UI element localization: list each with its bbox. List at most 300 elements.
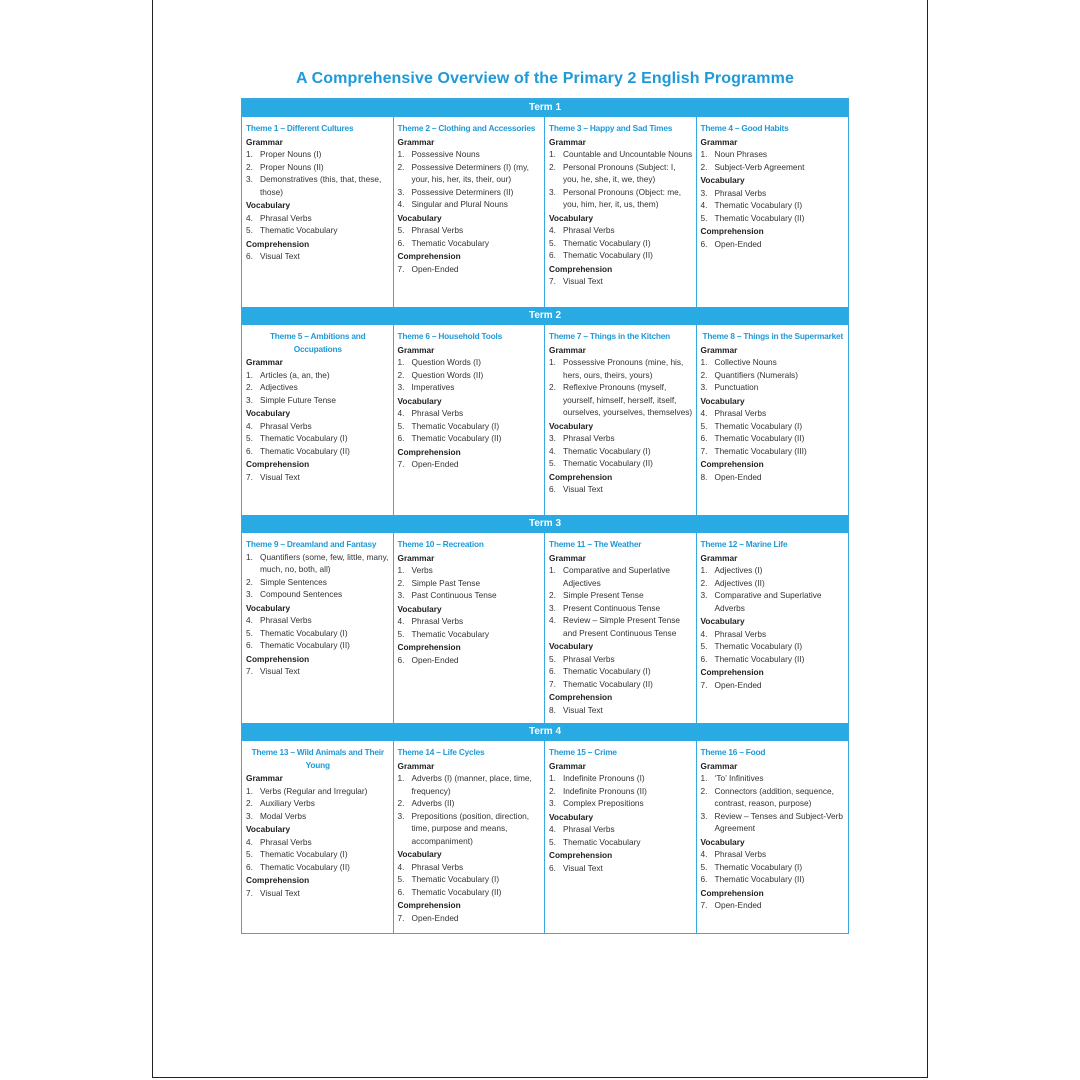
- topic-number: 5.: [397, 874, 405, 884]
- topic-item: [246, 551, 390, 576]
- topic-text: Prepositions (position, direction, time, purpose and means, accompaniment): [411, 810, 530, 846]
- topic-number: 3.: [700, 590, 708, 600]
- theme-title: Theme 10 – Recreation: [397, 539, 484, 549]
- topic-text: Connectors (addition, sequence, contrast, reason, purpose): [714, 785, 834, 808]
- topic-text: Open-Ended: [411, 912, 459, 923]
- topic-number: 3.: [549, 602, 556, 613]
- topic-number: 6.: [549, 250, 556, 260]
- topic-text: Thematic Vocabulary (II): [563, 250, 653, 260]
- section-heading: Vocabulary: [700, 836, 745, 847]
- topic-item: [549, 823, 693, 836]
- topic-item: [398, 407, 542, 420]
- topic-item: [246, 665, 390, 678]
- topic-item: [246, 576, 390, 589]
- term-row: [242, 117, 848, 307]
- topic-item: [549, 249, 693, 262]
- topic-text: Noun Phrases: [714, 149, 768, 159]
- topic-number: 3.: [397, 590, 405, 600]
- topic-number: 1.: [397, 773, 405, 783]
- section-heading: Vocabulary: [246, 408, 291, 418]
- theme-title: Theme 11 – The Weather: [549, 539, 642, 549]
- theme-cell: [394, 533, 546, 723]
- topic-number: 4.: [700, 200, 708, 210]
- section-heading: Comprehension: [246, 459, 310, 469]
- section-heading: Comprehension: [397, 900, 461, 910]
- topic-number: 4.: [549, 824, 556, 834]
- section-heading: Comprehension: [700, 887, 764, 898]
- section-heading: Vocabulary: [397, 212, 442, 223]
- section-heading: Comprehension: [246, 238, 310, 249]
- topic-number: 4.: [246, 420, 253, 431]
- topic-number: 3.: [246, 589, 253, 599]
- topic-number: 2.: [397, 369, 405, 380]
- topic-number: 5.: [549, 653, 556, 664]
- topic-number: 4.: [549, 225, 556, 235]
- section-heading: Grammar: [246, 773, 283, 783]
- topic-text: Phrasal Verbs: [411, 225, 464, 235]
- topic-number: 4.: [246, 836, 253, 847]
- topic-text: Open-Ended: [714, 238, 762, 249]
- topic-item: [246, 614, 390, 627]
- topic-item: [398, 797, 542, 810]
- topic-item: [398, 381, 542, 394]
- topic-item: [246, 250, 390, 263]
- topic-item: [398, 589, 542, 602]
- topic-text: ‘To’ Infinitives: [714, 773, 764, 783]
- theme-cell: [394, 741, 546, 933]
- topic-number: 3.: [700, 187, 708, 198]
- section-heading: Comprehension: [549, 850, 613, 860]
- topic-item: [701, 369, 846, 382]
- term-header: Term 3: [242, 515, 848, 533]
- topic-item: [398, 161, 542, 186]
- topic-item: [398, 654, 542, 667]
- topic-number: 1.: [246, 369, 253, 380]
- topic-text: Singular and Plural Nouns: [411, 199, 508, 209]
- topic-item: [246, 369, 390, 382]
- topic-item: [701, 238, 846, 251]
- topic-number: 3.: [549, 186, 556, 197]
- topic-text: Comparative and Superlative Adjectives: [563, 565, 670, 588]
- theme-title: Theme 6 – Household Tools: [397, 331, 503, 341]
- topic-item: [398, 224, 542, 237]
- topic-item: [549, 432, 693, 445]
- topic-text: Visual Text: [563, 704, 603, 715]
- topic-text: Adverbs (I) (manner, place, time, frequency): [411, 773, 532, 796]
- topic-text: Thematic Vocabulary (II): [563, 678, 653, 689]
- topic-text: Adjectives: [260, 382, 298, 392]
- theme-cell: [394, 117, 546, 307]
- section-heading: Comprehension: [700, 459, 764, 469]
- topic-item: [549, 186, 693, 211]
- topic-item: [701, 679, 846, 692]
- topic-text: Question Words (I): [411, 357, 481, 367]
- topic-number: 7.: [397, 459, 405, 469]
- theme-title: Theme 13 – Wild Animals and Their Young: [251, 747, 384, 770]
- section-heading: Comprehension: [549, 263, 613, 274]
- topic-text: Thematic Vocabulary: [260, 225, 338, 235]
- section-heading: Vocabulary: [397, 849, 442, 859]
- topic-text: Phrasal Verbs: [260, 615, 312, 625]
- topic-item: [398, 886, 542, 899]
- topic-item: [549, 356, 693, 381]
- topic-item: [246, 848, 390, 861]
- topic-item: [398, 628, 542, 641]
- topic-number: 5.: [246, 225, 253, 235]
- theme-cell: [545, 117, 697, 307]
- topic-text: Verbs: [411, 565, 433, 575]
- topic-number: 1.: [397, 565, 405, 575]
- topic-number: 5.: [397, 628, 405, 639]
- theme-cell: [545, 325, 697, 515]
- topic-text: Thematic Vocabulary (II): [411, 433, 502, 443]
- topic-item: [549, 785, 693, 798]
- topic-text: Open-Ended: [714, 900, 762, 910]
- topic-item: [549, 224, 693, 237]
- topic-item: [549, 665, 693, 678]
- topic-number: 8.: [700, 471, 708, 482]
- theme-title: Theme 4 – Good Habits: [700, 123, 789, 133]
- topic-number: 5.: [246, 433, 253, 443]
- topic-number: 2.: [549, 590, 556, 600]
- topic-text: Countable and Uncountable Nouns: [563, 149, 693, 159]
- topic-item: [701, 420, 846, 433]
- topic-text: Visual Text: [260, 666, 300, 676]
- topic-number: 7.: [397, 263, 405, 274]
- topic-item: [701, 861, 846, 874]
- topic-text: Phrasal Verbs: [563, 824, 615, 834]
- topic-text: Possessive Determiners (I) (my, your, his, her, its, their, our): [411, 161, 529, 184]
- topic-text: Phrasal Verbs: [714, 628, 767, 639]
- topic-text: Quantifiers (some, few, little, many, much, no, both, all): [260, 551, 389, 574]
- topic-number: 7.: [700, 900, 708, 910]
- topic-number: 2.: [246, 798, 253, 808]
- topic-number: 7.: [397, 912, 405, 923]
- topic-number: 2.: [246, 161, 253, 172]
- topic-item: [549, 678, 693, 691]
- topic-item: [246, 810, 390, 823]
- topic-text: Thematic Vocabulary: [411, 628, 489, 639]
- topic-item: [398, 432, 542, 445]
- section-heading: Comprehension: [397, 251, 461, 261]
- topic-text: Visual Text: [563, 484, 603, 494]
- topic-text: Phrasal Verbs: [260, 836, 312, 847]
- section-heading: Grammar: [700, 136, 738, 147]
- topic-text: Thematic Vocabulary (I): [714, 420, 803, 431]
- topic-text: Thematic Vocabulary (II): [260, 445, 350, 456]
- topic-item: [549, 653, 693, 666]
- topic-number: 1.: [246, 149, 253, 159]
- topic-number: 1.: [549, 773, 556, 783]
- topic-number: 4.: [700, 849, 708, 859]
- topic-item: [549, 148, 693, 161]
- topic-number: 7.: [549, 678, 556, 689]
- topic-number: 6.: [246, 640, 253, 650]
- topic-number: 3.: [549, 798, 556, 808]
- topic-number: 6.: [549, 666, 556, 676]
- section-heading: Grammar: [549, 136, 586, 147]
- topic-text: Phrasal Verbs: [714, 849, 767, 859]
- topic-number: 3.: [246, 174, 253, 184]
- topic-text: Thematic Vocabulary (II): [714, 653, 805, 664]
- topic-item: [549, 237, 693, 250]
- topic-item: [549, 483, 693, 496]
- topic-text: Reflexive Pronouns (myself, yourself, himself, herself, itself, ourselves, yourselves, themselves): [563, 382, 693, 417]
- topic-number: 4.: [397, 408, 405, 418]
- section-heading: Grammar: [397, 136, 435, 147]
- topic-number: 6.: [397, 433, 405, 443]
- topic-text: Thematic Vocabulary (II): [260, 640, 350, 650]
- topic-number: 4.: [246, 615, 253, 625]
- programme-overview-table: [241, 98, 849, 934]
- topic-number: 4.: [549, 615, 556, 625]
- topic-number: 4.: [397, 199, 405, 209]
- topic-text: Open-Ended: [714, 679, 762, 690]
- theme-cell: [697, 117, 849, 307]
- topic-text: Review – Tenses and Subject-Verb Agreement: [714, 810, 844, 833]
- topic-item: [398, 873, 542, 886]
- topic-item: [246, 639, 390, 652]
- topic-text: Open-Ended: [411, 654, 459, 665]
- topic-number: 2.: [700, 577, 708, 588]
- topic-text: Simple Present Tense: [563, 590, 644, 600]
- topic-number: 5.: [700, 420, 708, 431]
- topic-text: Thematic Vocabulary (I): [563, 237, 651, 248]
- topic-text: Open-Ended: [411, 263, 459, 274]
- section-heading: Grammar: [397, 344, 435, 355]
- topic-text: Thematic Vocabulary (II): [411, 886, 502, 897]
- section-heading: Grammar: [246, 136, 283, 147]
- topic-item: [398, 458, 542, 471]
- topic-item: [246, 224, 390, 237]
- section-heading: Grammar: [549, 760, 586, 771]
- topic-item: [246, 420, 390, 433]
- topic-number: 2.: [700, 161, 708, 172]
- section-heading: Comprehension: [700, 667, 764, 677]
- topic-number: 6.: [700, 238, 708, 249]
- topic-text: Auxiliary Verbs: [260, 798, 315, 808]
- topic-item: [246, 471, 390, 484]
- topic-item: [398, 148, 542, 161]
- topic-item: [398, 186, 542, 199]
- topic-number: 6.: [397, 886, 405, 897]
- topic-item: [398, 912, 542, 925]
- section-heading: Comprehension: [549, 692, 613, 702]
- topic-text: Phrasal Verbs: [563, 653, 615, 664]
- topic-number: 3.: [700, 382, 708, 392]
- topic-item: [246, 785, 390, 798]
- topic-text: Simple Sentences: [260, 576, 327, 587]
- topic-text: Thematic Vocabulary (I): [563, 666, 651, 676]
- topic-text: Visual Text: [563, 276, 603, 286]
- topic-text: Demonstratives (this, that, these, those): [260, 174, 382, 197]
- section-heading: Comprehension: [246, 653, 310, 664]
- topic-number: 7.: [246, 887, 253, 898]
- topic-number: 3.: [700, 810, 708, 821]
- section-heading: Grammar: [397, 760, 435, 771]
- topic-item: [701, 785, 846, 810]
- topic-number: 5.: [549, 836, 556, 847]
- topic-item: [549, 445, 693, 458]
- section-heading: Comprehension: [397, 446, 461, 457]
- section-heading: Comprehension: [700, 226, 764, 236]
- topic-item: [246, 836, 390, 849]
- topic-number: 3.: [397, 810, 405, 821]
- topic-text: Thematic Vocabulary: [411, 237, 489, 248]
- topic-number: 7.: [700, 679, 708, 690]
- topic-item: [701, 407, 846, 420]
- topic-item: [549, 797, 693, 810]
- topic-text: Modal Verbs: [260, 810, 307, 821]
- topic-number: 6.: [700, 653, 708, 664]
- term-header: Term 4: [242, 723, 848, 741]
- topic-item: [701, 772, 846, 785]
- topic-item: [246, 148, 390, 161]
- topic-text: Indefinite Pronouns (II): [563, 785, 647, 796]
- topic-text: Phrasal Verbs: [714, 408, 767, 418]
- topic-item: [701, 445, 846, 458]
- topic-item: [398, 564, 542, 577]
- page-title: A Comprehensive Overview of the Primary 2 English Programme: [296, 70, 794, 87]
- topic-text: Phrasal Verbs: [714, 187, 767, 198]
- topic-text: Adverbs (II): [411, 798, 455, 808]
- topic-item: [398, 861, 542, 874]
- theme-title: Theme 1 – Different Cultures: [246, 123, 354, 133]
- section-heading: Grammar: [246, 357, 283, 367]
- topic-item: [701, 589, 846, 614]
- topic-item: [549, 161, 693, 186]
- topic-text: Visual Text: [260, 471, 300, 482]
- topic-text: Simple Past Tense: [411, 577, 481, 588]
- topic-text: Comparative and Superlative Adverbs: [714, 590, 822, 613]
- topic-item: [398, 198, 542, 211]
- theme-title: Theme 9 – Dreamland and Fantasy: [246, 539, 377, 549]
- term-row: [242, 741, 848, 933]
- topic-number: 2.: [397, 577, 405, 588]
- topic-number: 1.: [246, 551, 253, 562]
- section-heading: Grammar: [700, 344, 738, 355]
- topic-text: Indefinite Pronouns (I): [563, 773, 645, 783]
- topic-item: [398, 356, 542, 369]
- topic-text: Adjectives (I): [714, 565, 763, 575]
- topic-text: Possessive Pronouns (mine, his, hers, ours, theirs, yours): [563, 357, 684, 380]
- topic-number: 7.: [246, 471, 253, 482]
- topic-number: 5.: [246, 849, 253, 859]
- section-heading: Vocabulary: [549, 420, 594, 431]
- topic-text: Possessive Determiners (II): [411, 186, 514, 197]
- topic-text: Thematic Vocabulary (I): [260, 849, 348, 859]
- topic-number: 1.: [700, 357, 708, 367]
- section-heading: Vocabulary: [397, 603, 442, 614]
- section-heading: Vocabulary: [700, 616, 745, 626]
- topic-item: [701, 432, 846, 445]
- theme-title: Theme 14 – Life Cycles: [397, 747, 485, 757]
- topic-number: 3.: [397, 186, 405, 197]
- topic-text: Open-Ended: [411, 459, 459, 469]
- topic-number: 2.: [549, 161, 556, 172]
- topic-number: 2.: [397, 161, 405, 172]
- topic-text: Thematic Vocabulary (I): [563, 445, 651, 456]
- theme-cell: [242, 325, 394, 515]
- topic-item: [701, 628, 846, 641]
- theme-cell: [394, 325, 546, 515]
- topic-number: 2.: [700, 785, 708, 796]
- topic-item: [701, 187, 846, 200]
- theme-cell: [697, 533, 849, 723]
- section-heading: Vocabulary: [397, 395, 442, 406]
- topic-item: [398, 263, 542, 276]
- topic-text: Phrasal Verbs: [411, 408, 464, 418]
- topic-item: [549, 836, 693, 849]
- theme-title: Theme 7 – Things in the Kitchen: [549, 331, 671, 341]
- topic-number: 8.: [549, 704, 556, 715]
- topic-number: 6.: [246, 861, 253, 872]
- topic-item: [701, 899, 846, 912]
- topic-item: [246, 394, 390, 407]
- theme-cell: [242, 741, 394, 933]
- topic-number: 5.: [246, 627, 253, 638]
- section-heading: Comprehension: [246, 875, 310, 885]
- topic-number: 4.: [397, 861, 405, 872]
- topic-text: Thematic Vocabulary (II): [714, 212, 805, 223]
- topic-number: 5.: [700, 641, 708, 651]
- topic-number: 3.: [397, 382, 405, 392]
- topic-number: 6.: [246, 445, 253, 456]
- topic-item: [246, 445, 390, 458]
- topic-text: Visual Text: [563, 862, 603, 873]
- topic-text: Thematic Vocabulary (II): [563, 458, 653, 468]
- topic-number: 7.: [549, 276, 556, 286]
- theme-title: Theme 12 – Marine Life: [700, 539, 788, 549]
- topic-text: Adjectives (II): [714, 577, 765, 588]
- topic-item: [398, 237, 542, 250]
- topic-item: [701, 148, 846, 161]
- topic-number: 2.: [246, 576, 253, 587]
- topic-item: [701, 653, 846, 666]
- topic-number: 7.: [246, 666, 253, 676]
- topic-text: Proper Nouns (II): [260, 161, 324, 172]
- topic-item: [398, 810, 542, 848]
- topic-item: [701, 564, 846, 577]
- topic-item: [246, 212, 390, 225]
- topic-number: 6.: [549, 862, 556, 873]
- topic-number: 1.: [397, 357, 405, 367]
- topic-item: [701, 381, 846, 394]
- topic-item: [549, 564, 693, 589]
- topic-text: Phrasal Verbs: [260, 212, 312, 223]
- topic-text: Visual Text: [260, 887, 300, 898]
- topic-item: [398, 615, 542, 628]
- topic-item: [701, 640, 846, 653]
- topic-text: Thematic Vocabulary (I): [411, 874, 500, 884]
- section-heading: Grammar: [549, 344, 586, 355]
- theme-title: Theme 3 – Happy and Sad Times: [549, 123, 673, 133]
- topic-number: 6.: [397, 237, 405, 248]
- theme-cell: [697, 741, 849, 933]
- topic-text: Thematic Vocabulary (I): [260, 433, 348, 443]
- topic-text: Thematic Vocabulary: [563, 836, 641, 847]
- topic-text: Thematic Vocabulary (II): [260, 861, 350, 872]
- topic-text: Present Continuous Tense: [563, 602, 661, 613]
- section-heading: Vocabulary: [549, 811, 594, 822]
- section-heading: Grammar: [397, 552, 435, 563]
- topic-text: Personal Pronouns (Object: me, you, him, her, it, us, them): [563, 186, 682, 209]
- topic-number: 1.: [549, 149, 556, 159]
- topic-number: 2.: [549, 382, 556, 392]
- theme-cell: [242, 533, 394, 723]
- topic-text: Simple Future Tense: [260, 394, 336, 405]
- topic-text: Phrasal Verbs: [411, 616, 464, 626]
